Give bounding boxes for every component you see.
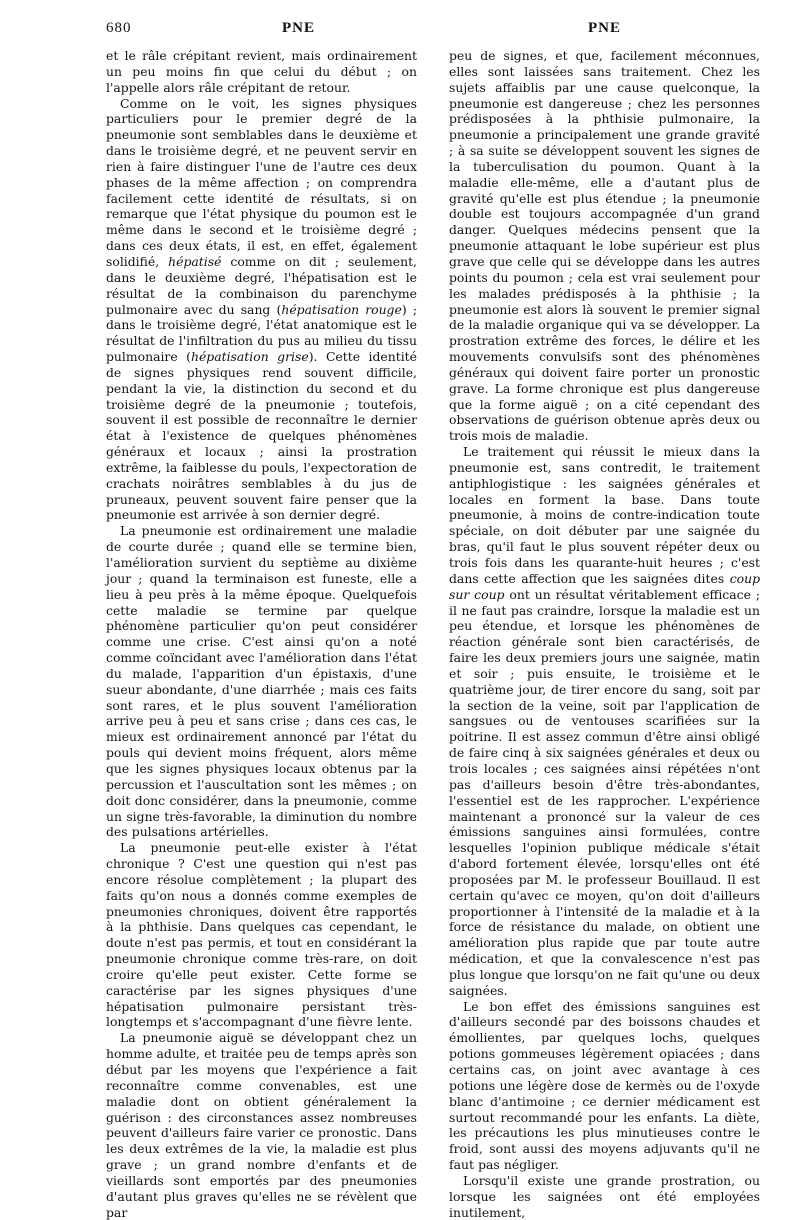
text-columns [106, 48, 761, 1220]
right-column [449, 48, 761, 1220]
left-column [106, 48, 417, 1220]
page-number: 680 [106, 20, 132, 36]
paragraph: La pneumonie peut-elle exister à l'état chronique ? C'est une question qui n'est pas encore résolue complètement ; la plupart des faits qu'on nous a donnés comme exemples de pneumonies chroniques, doivent être rapportés à la phthisie. Dans quelques cas cependant, le doute n'est pas permis, et tout en considérant la pneumonie chronique comme très-rare, on doit croire qu'elle peut exister. Cette forme se caractérise par les signes physiques d'une hépatisation pulmonaire persistant très-longtemps et s'accompagnant d'une fièvre lente. [106, 840, 417, 1030]
paragraph: et le râle crépitant revient, mais ordinairement un peu moins fin que celui du début ; on l'appelle alors râle crépitant de retour. [106, 48, 417, 95]
running-head-left: PNE [282, 20, 315, 36]
paragraph: Le traitement qui réussit le mieux dans la pneumonie est, sans contredit, le traitement antiphlogistique : les saignées générales et locales en forment la base. Dans toute pneumonie, à moins de contre-indication toute spéciale, on doit débuter par une saignée du bras, qu'il faut le plus souvent répéter deux ou trois fois dans les quarante-huit heures ; c'est dans cette affection que les saignées dites coup sur coup ont un résultat véritablement efficace ; il ne faut pas craindre, lorsque la maladie est un peu étendue, et lorsque les phénomènes de réaction générale sont bien caractérisés, de faire les deux premiers jours une saignée, matin et soir ; puis ensuite, le troisième et le quatrième jour, de tirer encore du sang, soit par la section de la veine, soit par l'application de sangsues ou de ventouses scarifiées sur la poitrine. Il est assez commun d'être ainsi obligé de faire cinq à six saignées générales et deux ou trois locales ; ces saignées ainsi répétées n'ont pas d'ailleurs besoin d'être très-abondantes, l'essentiel est de les rapprocher. L'expérience maintenant a prononcé sur la valeur de ces émissions sanguines ainsi formulées, contre lesquelles l'opinion publique médicale s'était d'abord fortement élevée, lorsqu'elles ont été proposées par M. le professeur Bouillaud. Il est certain qu'avec ce moyen, qu'on doit d'ailleurs proportionner à l'intensité de la maladie et à la force de résistance du malade, on obtient une amélioration plus rapide que par toute autre médication, et que la convalescence n'est pas plus longue que lorsqu'on ne fait qu'une ou deux saignées. [449, 444, 761, 998]
paragraph: Le bon effet des émissions sanguines est d'ailleurs secondé par des boissons chaudes et émollientes, par quelques lochs, quelques potions gommeuses légèrement opiacées ; dans certains cas, on joint avec avantage à ces potions une légère dose de kermès ou de l'oxyde blanc d'antimoine ; ce dernier médicament est surtout recommandé pour les enfants. La diète, les précautions les plus minutieuses contre le froid, sont aussi des moyens adjuvants qu'il ne faut pas négliger. [449, 998, 760, 1173]
paragraph: Comme on le voit, les signes physiques particuliers pour le premier degré de la pneumonie sont semblables dans le deuxième et dans le troisième degré, et ne peuvent servir en rien à faire distinguer l'une de l'autre ces deux phases de la même affection ; on comprendra facilement cette identité de résultats, si on remarque que l'état physique du poumon est le même dans le second et le troisième degré ; dans ces deux états, il est, en effet, également solidifié, hépatisé comme on dit ; seulement, dans le deuxième degré, l'hépatisation est le résultat de la combinaison du parenchyme pulmonaire avec du sang (hépatisation rouge) ; dans le troisième degré, l'état anatomique est le résultat de l'infiltration du pus au milieu du tissu pulmonaire (hépatisation grise). Cette identité de signes physiques rend souvent difficile, pendant la vie, la distinction du second et du troisième degré de la pneumonie ; toutefois, souvent il est possible de reconnaître le dernier état à l'existence de quelques phénomènes généraux et locaux ; ainsi la prostration extrême, la faiblesse du pouls, l'expectoration de crachats noirâtres semblables à du jus de pruneaux, peuvent souvent faire penser que la pneumonie est arrivée à son dernier degré. [106, 95, 417, 523]
running-head-right: PNE [588, 20, 621, 36]
paragraph: La pneumonie aiguë se développant chez un homme adulte, et traitée peu de temps après son début par les moyens que l'expérience a fait reconnaître comme convenables, est une maladie dont on obtient généralement la guérison : des circonstances assez nombreuses peuvent d'ailleurs faire varier ce pronostic. Dans les deux extrêmes de la vie, la maladie est plus grave ; un grand nombre d'enfants et de vieillards sont emportés par des pneumonies d'autant plus graves qu'elles ne se révèlent que par [106, 1030, 417, 1220]
page-header [106, 18, 760, 40]
paragraph: peu de signes, et que, facilement méconnues, elles sont laissées sans traitement. Chez les sujets affaiblis par une cause quelconque, la pneumonie est dangereuse ; chez les personnes prédisposées à la phthisie pulmonaire, la pneumonie a principalement une grande gravité ; à sa suite se développent souvent les signes de la tuberculisation du poumon. Quant à la maladie elle-même, elle a d'autant plus de gravité qu'elle est plus étendue ; la pneumonie double est toujours accompagnée d'un grand danger. Quelques médecins pensent que la pneumonie attaquant le lobe supérieur est plus grave que celle qui se développe dans les autres points du poumon ; cela est vrai seulement pour les malades prédisposés à la phthisie ; la pneumonie est alors là souvent le premier signal de la maladie organique qui va se développer. La prostration extrême des forces, le délire et les mouvements convulsifs sont des phénomènes généraux qui doivent faire porter un pronostic grave. La forme chronique est plus dangereuse que la forme aiguë ; on a cité cependant des observations de guérison obtenue après deux ou trois mois de maladie. [449, 48, 760, 444]
paragraph: La pneumonie est ordinairement une maladie de courte durée ; quand elle se termine bien, l'amélioration survient du septième au dixième jour ; quand la terminaison est funeste, elle a lieu à peu près à la même époque. Quelquefois cette maladie se termine par quelque phénomène particulier qu'on peut considérer comme une crise. C'est ainsi qu'on a noté comme coïncidant avec l'amélioration dans l'état du malade, l'apparition d'un épistaxis, d'une sueur abondante, d'une diarrhée ; mais ces faits sont rares, et le plus souvent l'amélioration arrive peu à peu et sans crise ; dans ces cas, le mieux est ordinairement annoncé par l'état du pouls qui devient moins fréquent, alors même que les signes physiques locaux obtenus par la percussion et l'auscultation sont les mêmes ; on doit donc considérer, dans la pneumonie, comme un signe très-favorable, la diminution du nombre des pulsations artérielles. [106, 523, 417, 840]
paragraph: Lorsqu'il existe une grande prostration, ou lorsque les saignées ont été employées inutilement, [449, 1172, 760, 1220]
